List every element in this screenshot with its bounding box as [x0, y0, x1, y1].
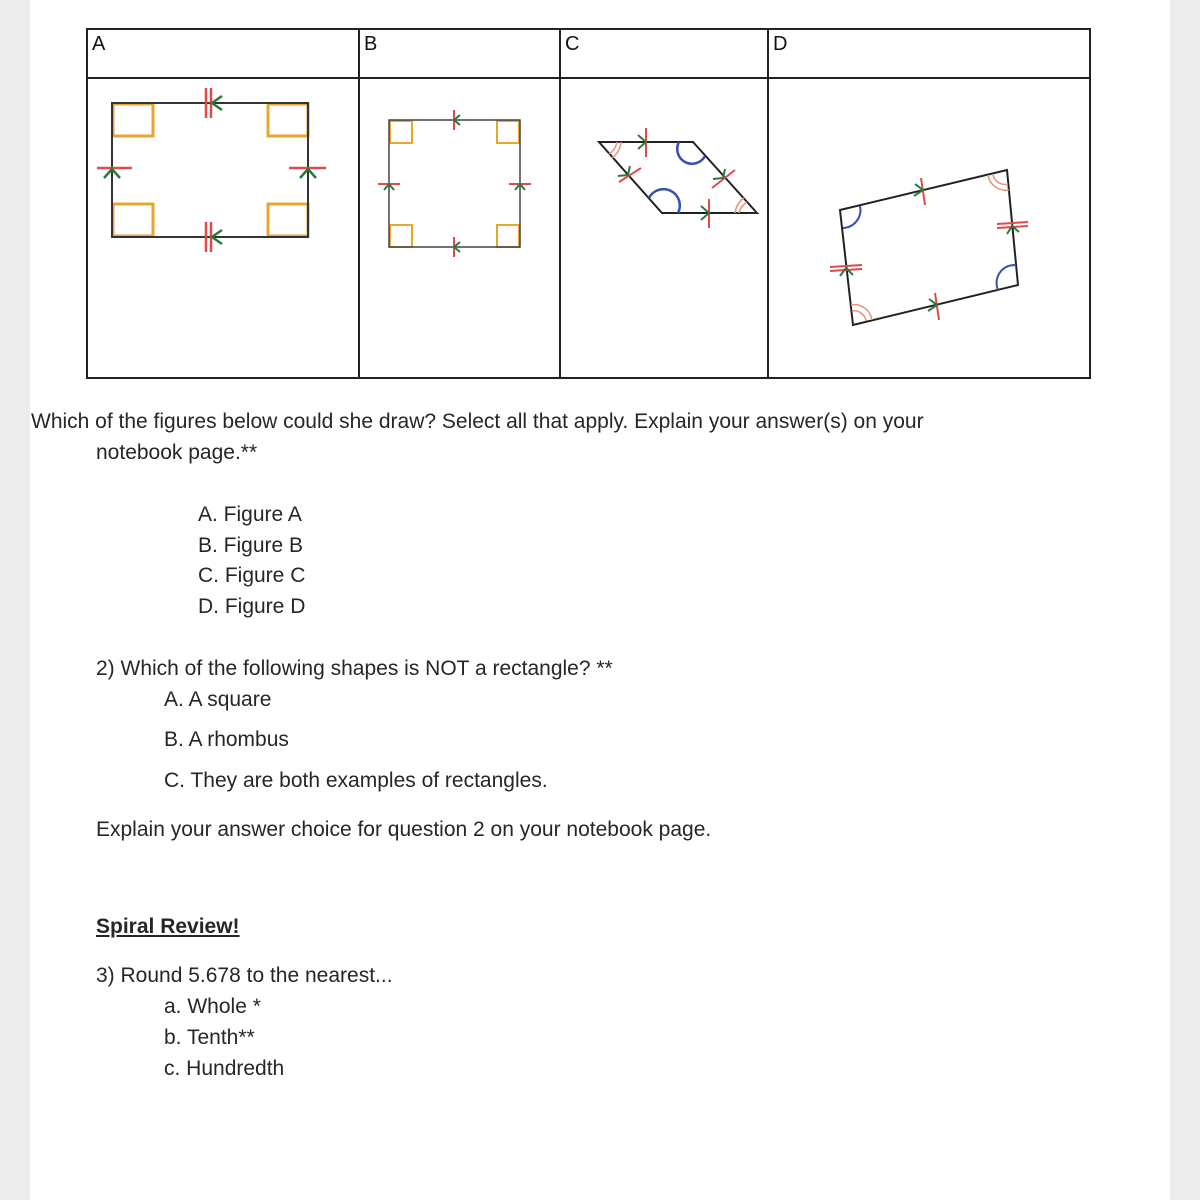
question1-option-c: C. Figure C — [198, 564, 306, 587]
question1-prompt-cont: notebook page.** — [96, 441, 258, 464]
question3-option-b: b. Tenth** — [164, 1026, 255, 1049]
question3-option-a: a. Whole * — [164, 995, 261, 1018]
question3-prompt: 3) Round 5.678 to the nearest... — [96, 964, 393, 987]
column-header-d: D — [773, 33, 788, 55]
figure-d-parallelogram — [830, 170, 1028, 325]
column-header-a: A — [92, 33, 106, 55]
question3-option-c: c. Hundredth — [164, 1057, 285, 1080]
question1-option-a: A. Figure A — [198, 503, 302, 526]
question2-prompt: 2) Which of the following shapes is NOT a rectangle? ** — [96, 657, 613, 680]
table-grid — [87, 29, 1090, 378]
question2-option-b: B. A rhombus — [164, 728, 289, 751]
figures-table — [0, 0, 1200, 400]
figure-a-rectangle — [97, 88, 326, 252]
column-header-b: B — [364, 33, 378, 55]
question2-option-c: C. They are both examples of rectangles. — [164, 769, 548, 792]
figure-b-square — [378, 110, 531, 257]
question2-explain: Explain your answer choice for question 2 on your notebook page. — [96, 818, 712, 841]
question1-option-d: D. Figure D — [198, 595, 306, 618]
column-header-c: C — [565, 33, 580, 55]
question2-option-a: A. A square — [164, 688, 272, 711]
spiral-review-heading: Spiral Review! — [96, 915, 240, 938]
question1-option-b: B. Figure B — [198, 534, 304, 557]
figure-c-parallelogram — [599, 128, 757, 228]
question1-prompt: Which of the figures below could she draw? Select all that apply. Explain your answer(s) on your — [31, 410, 924, 433]
